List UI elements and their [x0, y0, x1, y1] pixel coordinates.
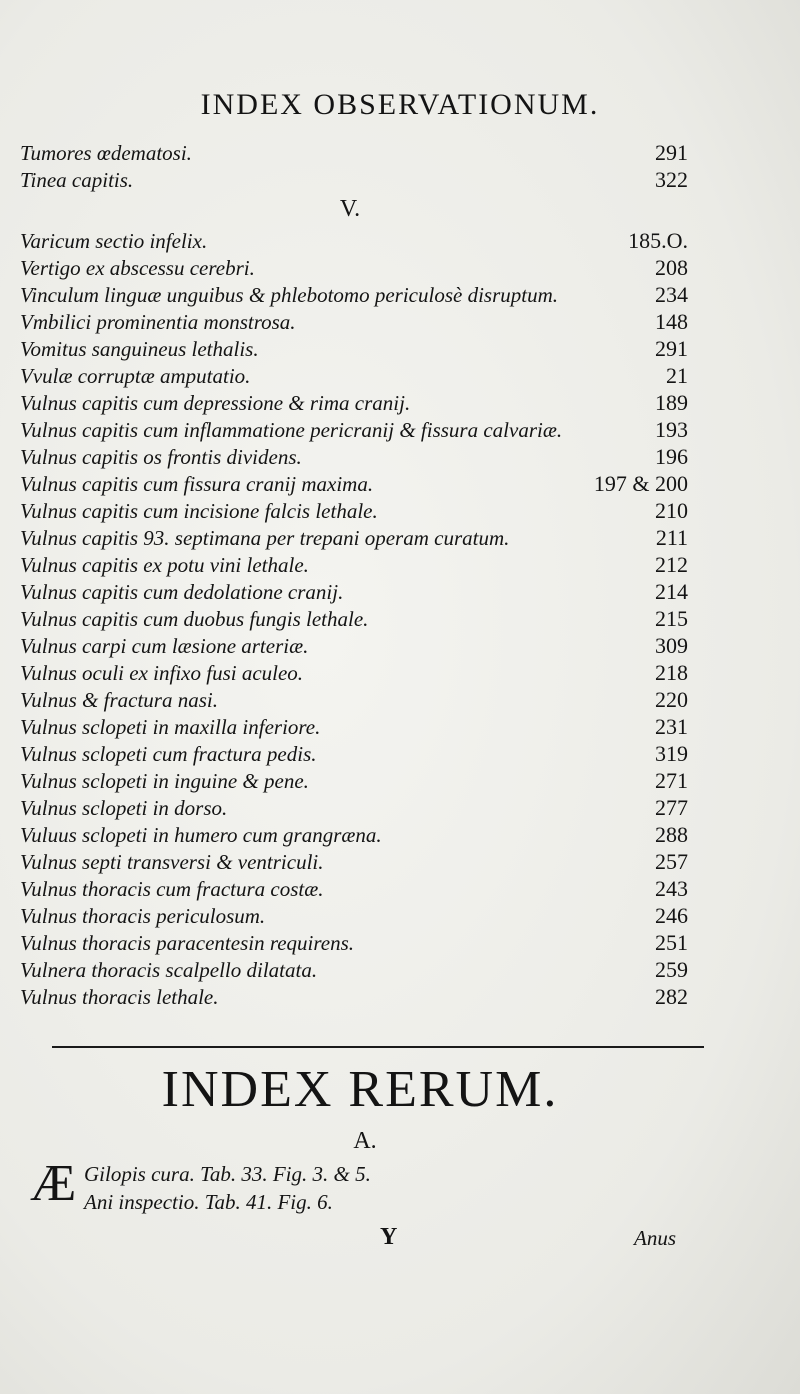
index-entry — [20, 552, 688, 579]
entry-page: 210 — [655, 498, 688, 523]
entry-page: 243 — [655, 876, 688, 901]
entry-page: 185.O. — [628, 228, 688, 253]
index-entry — [20, 444, 688, 471]
index-entry — [20, 633, 688, 660]
drop-initial: Æ — [30, 1155, 77, 1212]
entry-page: 246 — [655, 903, 688, 928]
index-entry — [20, 336, 688, 363]
entry-page: 21 — [666, 363, 688, 388]
entry-page: 196 — [655, 444, 688, 469]
entry-text: Vulnus & fractura nasi. — [20, 688, 218, 712]
index-entry — [20, 660, 688, 687]
entry-text: Vulnus sclopeti in inguine & pene. — [20, 769, 309, 793]
entry-page: 211 — [655, 525, 688, 550]
entry-text: Tumores œdematosi. — [20, 141, 192, 165]
index-entry — [20, 579, 688, 606]
index-entry — [20, 984, 688, 1011]
entry-text: Vertigo ex abscessu cerebri. — [20, 256, 255, 280]
index-entry — [20, 849, 688, 876]
entry-text: Vulnera thoracis scalpello dilatata. — [20, 958, 318, 982]
entry-page: 218 — [655, 660, 688, 685]
section-letter: A. — [353, 1128, 377, 1154]
index-entry — [20, 498, 688, 525]
entry-text: Vinculum linguæ unguibus & phlebotomo periculosè disruptum. — [20, 283, 559, 307]
entry-page: 291 — [655, 140, 688, 165]
index-rerum-title: INDEX RERUM. — [161, 1061, 559, 1118]
entry-text: Vulnus capitis cum dedolatione cranij. — [20, 580, 344, 604]
entry-text: Vulnus sclopeti in maxilla inferiore. — [20, 715, 321, 739]
entry-text: Vulnus capitis ex potu vini lethale. — [20, 553, 309, 577]
index-entry — [20, 167, 688, 194]
index-entry — [20, 255, 688, 282]
entry-page: 271 — [655, 768, 688, 793]
entry-page: 193 — [655, 417, 688, 442]
index-entry — [20, 228, 688, 255]
rerum-entry: Ani inspectio. Tab. 41. Fig. 6. — [84, 1190, 333, 1214]
entry-page: 259 — [655, 957, 688, 982]
section-letter: V. — [339, 196, 361, 222]
entry-page: 197 & 200 — [593, 471, 688, 496]
entry-text: Vvulæ corruptæ amputatio. — [20, 364, 251, 388]
entry-text: Vulnus capitis cum duobus fungis lethale. — [20, 607, 369, 631]
entry-page: 189 — [655, 390, 688, 415]
signature-mark: Y — [380, 1224, 398, 1250]
index-entry — [20, 876, 688, 903]
entry-text: Vulnus thoracis paracentesin requirens. — [20, 931, 355, 955]
index-entry — [20, 957, 688, 984]
entry-text: Vuluus sclopeti in humero cum grangræna. — [20, 823, 382, 847]
entry-text: Vulnus sclopeti cum fractura pedis. — [20, 742, 317, 766]
index-entry — [20, 282, 688, 309]
entry-text: Vulnus thoracis cum fractura costæ. — [20, 877, 324, 901]
entry-page: 234 — [655, 282, 688, 307]
index-entry — [20, 140, 688, 167]
entry-page: 148 — [655, 309, 688, 334]
index-entry — [20, 687, 688, 714]
entry-page: 220 — [655, 687, 688, 712]
entry-text: Vulnus septi transversi & ventriculi. — [20, 850, 324, 874]
entry-page: 257 — [655, 849, 688, 874]
entry-page: 309 — [655, 633, 688, 658]
rerum-entry: Gilopis cura. Tab. 33. Fig. 3. & 5. — [84, 1162, 371, 1186]
entry-text: Vulnus thoracis lethale. — [20, 985, 219, 1009]
entry-text: Vulnus capitis cum incisione falcis lethale. — [20, 499, 378, 523]
entry-page: 277 — [655, 795, 688, 820]
entry-text: Vulnus capitis os frontis dividens. — [20, 445, 302, 469]
entry-page: 288 — [655, 822, 688, 847]
entry-text: Vulnus capitis 93. septimana per trepani operam curatum. — [20, 526, 510, 550]
index-entry — [20, 714, 688, 741]
entry-page: 319 — [655, 741, 688, 766]
entry-page: 322 — [655, 167, 688, 192]
index-entry — [20, 363, 688, 390]
section-divider — [52, 1046, 704, 1048]
index-entry — [20, 309, 688, 336]
entry-text: Vulnus oculi ex infixo fusi aculeo. — [20, 661, 304, 685]
index-entry — [20, 822, 688, 849]
entry-text: Varicum sectio infelix. — [20, 229, 208, 253]
entry-text: Vulnus capitis cum depressione & rima cranij. — [20, 391, 411, 415]
index-entry — [20, 903, 688, 930]
entry-text: Vmbilici prominentia monstrosa. — [20, 310, 296, 334]
index-entry — [20, 606, 688, 633]
index-entry — [20, 390, 688, 417]
entry-page: 212 — [655, 552, 688, 577]
index-entry — [20, 525, 688, 552]
page-title: INDEX OBSERVATIONUM. — [200, 88, 600, 121]
index-entry — [20, 768, 688, 795]
index-entry — [20, 471, 688, 498]
entry-page: 251 — [655, 930, 688, 955]
entry-page: 214 — [655, 579, 688, 604]
entry-text: Vulnus capitis cum fissura cranij maxima. — [20, 472, 374, 496]
index-entry — [20, 930, 688, 957]
catchword: Anus — [634, 1226, 676, 1250]
entry-text: Vulnus sclopeti in dorso. — [20, 796, 228, 820]
index-entry — [20, 741, 688, 768]
index-entry — [20, 795, 688, 822]
entry-text: Vulnus thoracis periculosum. — [20, 904, 266, 928]
entry-page: 231 — [655, 714, 688, 739]
entry-page: 208 — [655, 255, 688, 280]
entry-text: Vulnus carpi cum læsione arteriæ. — [20, 634, 309, 658]
entry-page: 291 — [655, 336, 688, 361]
entry-text: Vomitus sanguineus lethalis. — [20, 337, 259, 361]
entry-page: 282 — [655, 984, 688, 1009]
entry-text: Tinea capitis. — [20, 168, 134, 192]
index-entry — [20, 417, 688, 444]
entry-page: 215 — [655, 606, 688, 631]
entry-text: Vulnus capitis cum inflammatione pericranij & fissura calvariæ. — [20, 418, 563, 442]
